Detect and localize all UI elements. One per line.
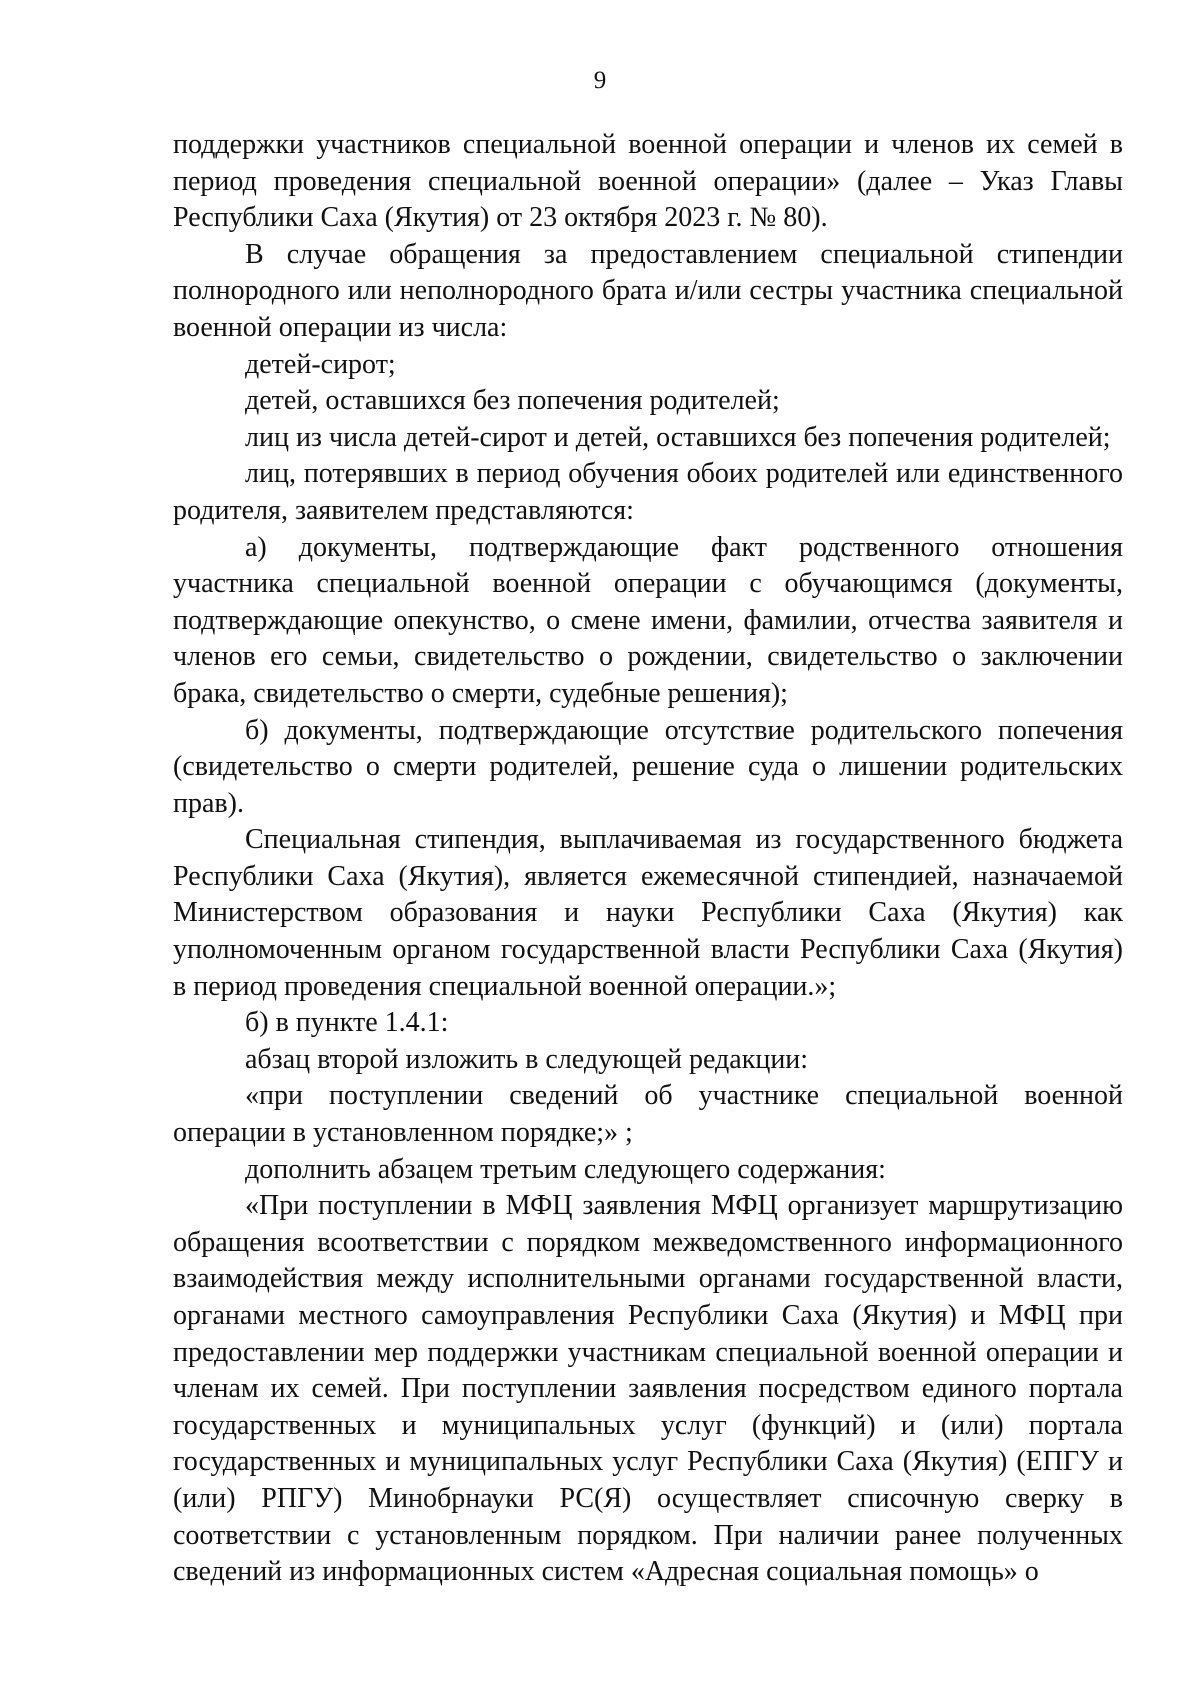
list-item: детей, оставшихся без попечения родителей; bbox=[245, 385, 780, 417]
list-item: лиц из числа детей-сирот и детей, оставшихся без попечения родителей; bbox=[245, 421, 1111, 453]
list-item: детей-сирот; bbox=[245, 348, 396, 380]
paragraph: поддержки участников специальной военной операции и членов их семей в период проведения специальной военной операции» (далее – Указ Главы Республики Саха (Якутия) от 23 октября 2023 г. № 80). bbox=[173, 129, 1123, 234]
paragraph: абзац второй изложить в следующей редакции: bbox=[245, 1043, 809, 1075]
paragraph: «При поступлении в МФЦ заявления МФЦ организует маршрутизацию обращения всоответствии с порядком межведомственного информационного взаимодействия между исполнительными органами государственной власти, органами местного самоуправления Республики Саха (Якутия) и МФЦ при предоставлении мер поддержки участникам специальной военной операции и членам их семей. При поступлении заявления посредством единого портала государственных и муниципальных услуг (функций) и (или) портала государственных и муниципальных услуг Республики Саха (Якутия) (ЕПГУ и (или) РПГУ) Минобрнауки РС(Я) осуществляет списочную сверку в соответствии с установленным порядком. При наличии ранее полученных сведений из информационных систем «Адресная социальная помощь» о bbox=[173, 1190, 1123, 1588]
paragraph: В случае обращения за предоставлением специальной стипендии полнородного или неполнородного брата и/или сестры участника специальной военной операции из числа: bbox=[173, 238, 1123, 343]
paragraph: дополнить абзацем третьим следующего содержания: bbox=[245, 1153, 886, 1185]
paragraph: б) документы, подтверждающие отсутствие родительского попечения (свидетельство о смерти родителей, решение суда о лишении родительских прав). bbox=[173, 714, 1123, 819]
paragraph: б) в пункте 1.4.1: bbox=[245, 1007, 449, 1039]
page-number: 9 bbox=[593, 67, 607, 94]
paragraph: а) документы, подтверждающие факт родственного отношения участника специальной военной операции с обучающимся (документы, подтверждающие опекунство, о смене имени, фамилии, отчества заявителя и членов его семьи, свидетельство о рождении, свидетельство о заключении брака, свидетельство о смерти, судебные решения); bbox=[173, 531, 1123, 709]
list-item: лиц, потерявших в период обучения обоих родителей или единственного родителя, заявителем представляются: bbox=[173, 458, 1123, 526]
paragraph: «при поступлении сведений об участнике специальной военной операции в установленном порядке;» ; bbox=[173, 1080, 1123, 1149]
document-body bbox=[173, 127, 1123, 1591]
paragraph: Специальная стипендия, выплачиваемая из государственного бюджета Республики Саха (Якутия), является ежемесячной стипендией, назначаемой Министерством образования и науки Республики Саха (Якутия) как уполномоченным органом государственной власти Республики Саха (Якутия) в период проведения специальной военной операции.»; bbox=[173, 824, 1123, 1002]
